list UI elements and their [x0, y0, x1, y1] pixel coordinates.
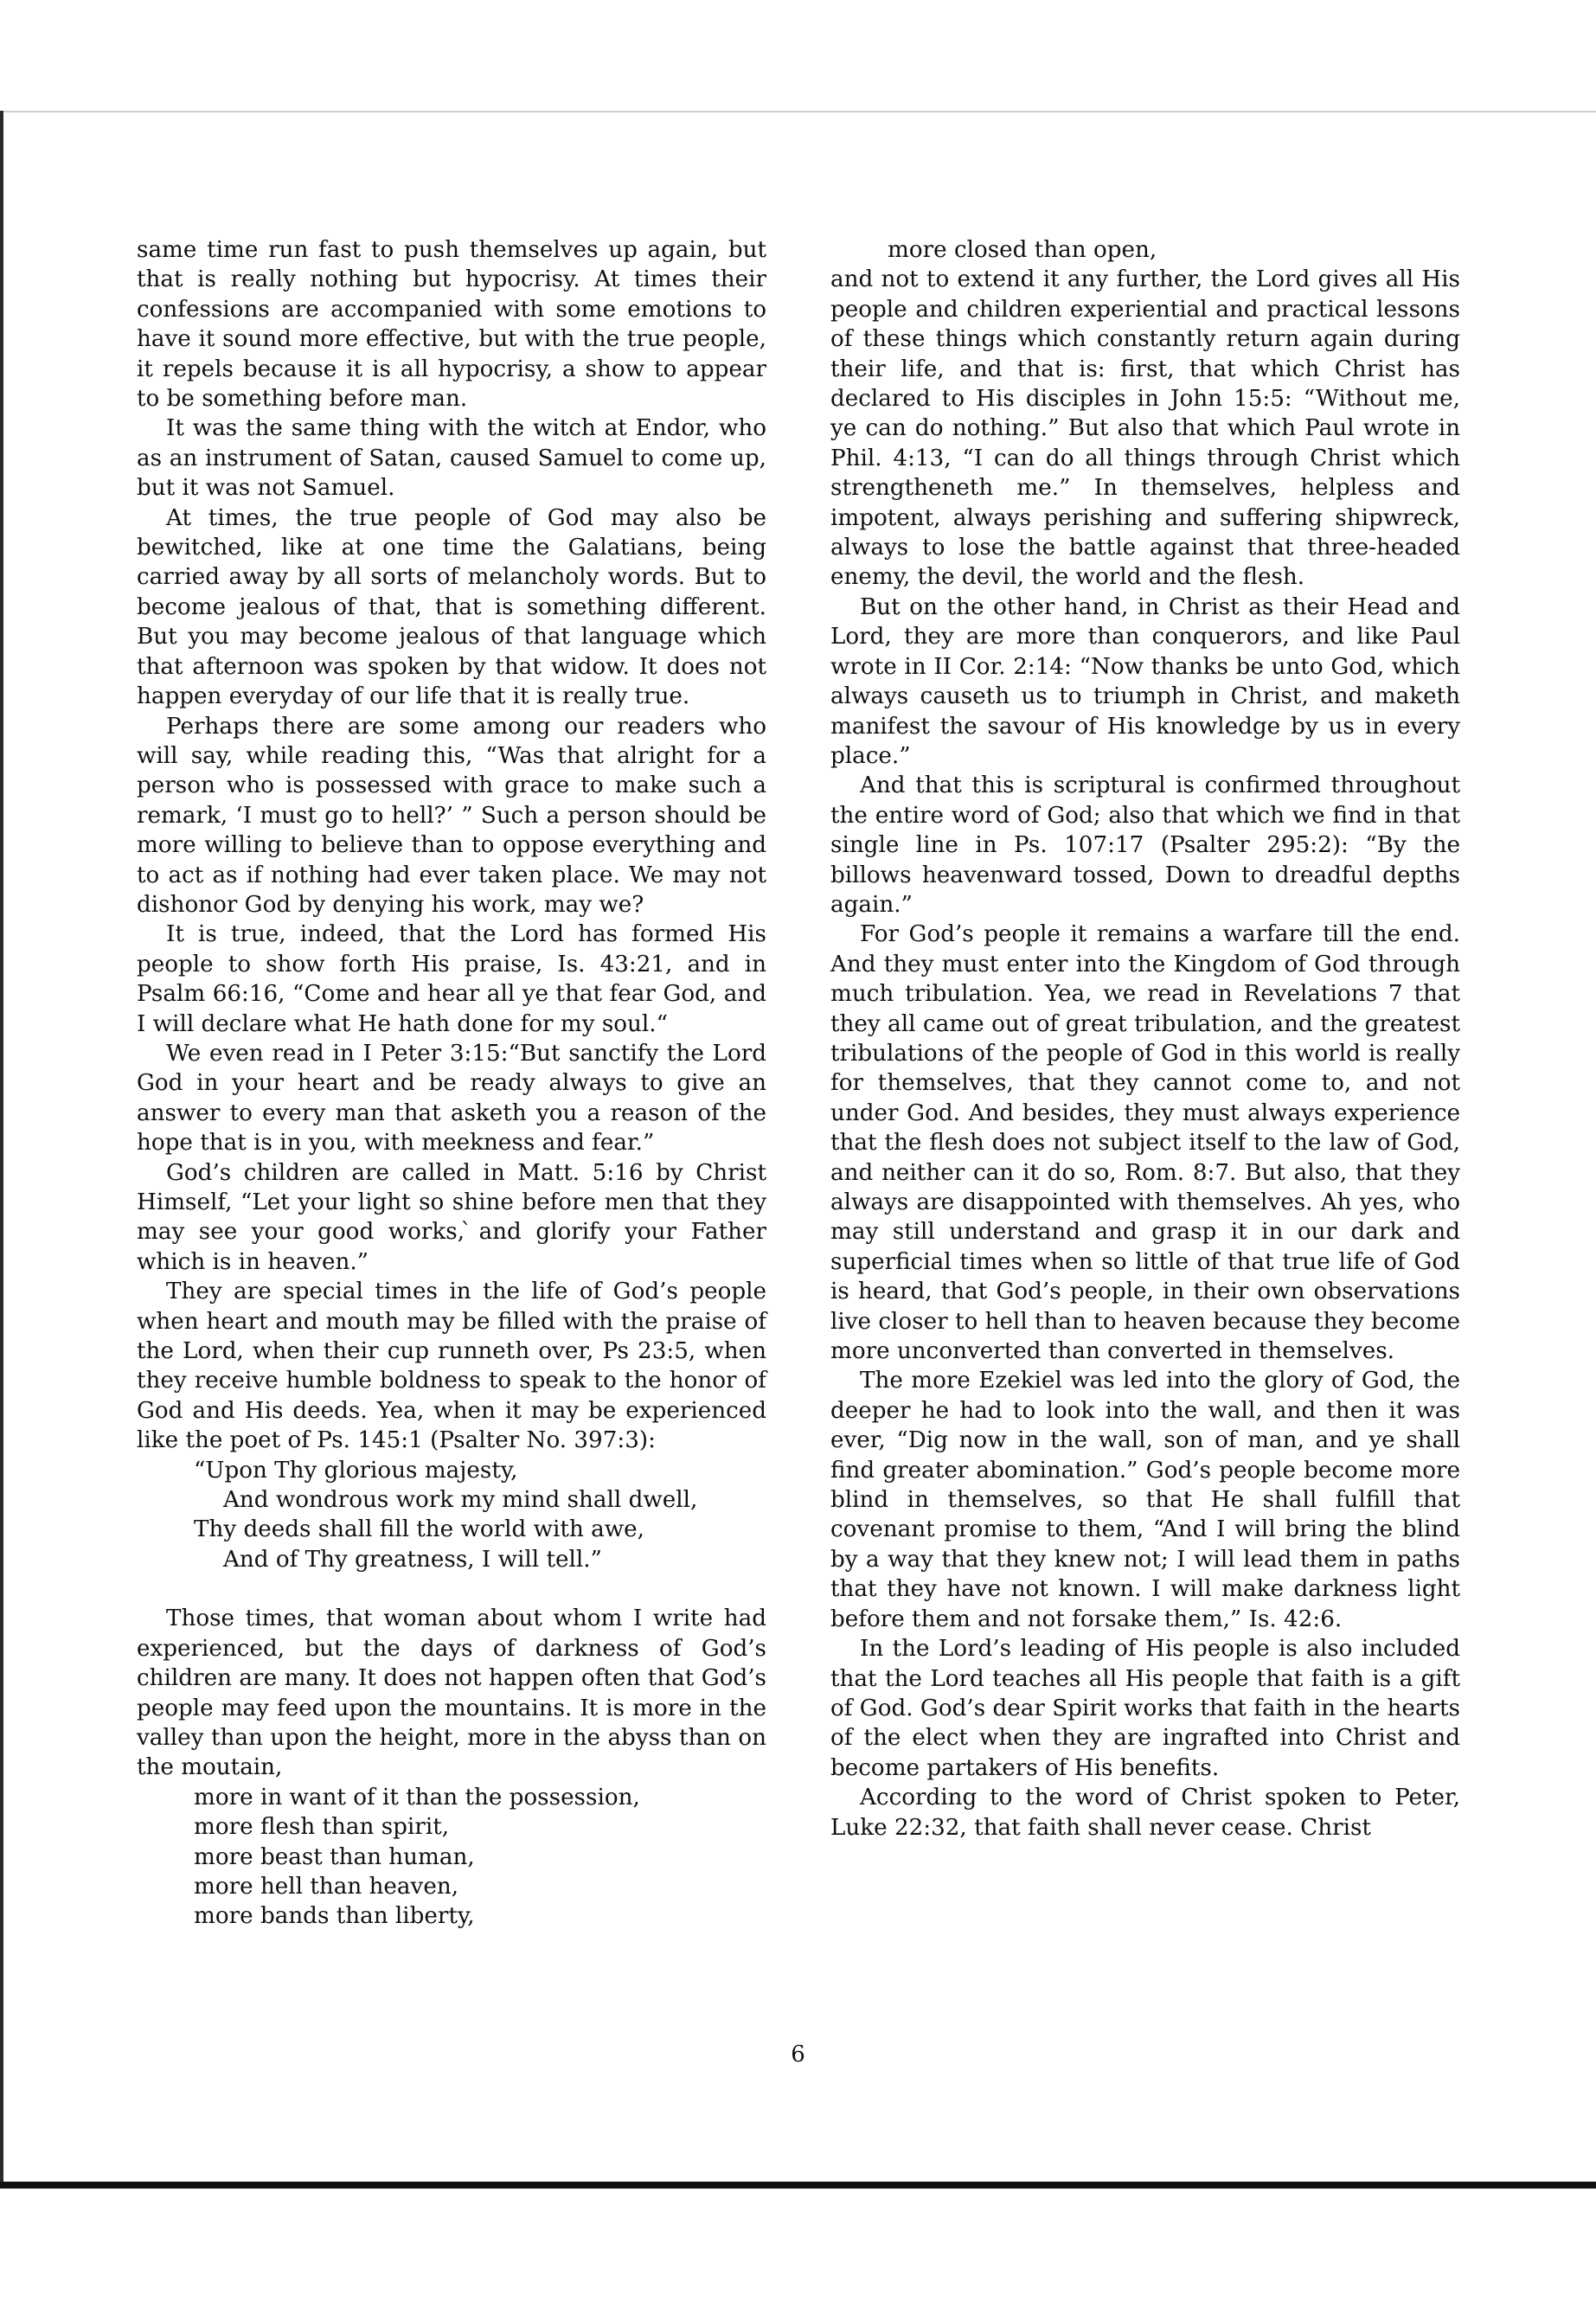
left-column — [137, 235, 766, 1932]
scan-bottom-edge — [0, 2182, 1596, 2189]
list-item: more closed than open, — [888, 237, 1157, 263]
right-paragraph-1: and not to extend it any further, the Lord gives all His people and children experiential and practical lessons of these things which constantly return again during their life, and that is: first, that which Christ has declared to His disciples in John 15:5: “Without me, ye can do nothing.” But also that which Paul wrote in Phil. 4:13, “I can do all things through Christ which strengtheneth me.” In themselves, helpless and impotent, always perishing and suffering shipwreck, always to lose the battle against that three-headed enemy, the devil, the world and the flesh. — [830, 266, 1460, 591]
left-paragraph-3: At times, the true people of God may also be bewitched, like at one time the Galatians, being carried away by all sorts of melancholy words. But to become jealous of that, that is something different. But you may become jealous of that language which that afternoon was spoken by that widow. It does not happen everyday of our life that it is really true. — [137, 504, 766, 710]
right-paragraph-4: For God’s people it remains a warfare till the end. And they must enter into the Kingdom of God through much tribulation. Yea, we read in Revelations 7 that they all came out of great tribulation, and the greatest tribulations of the people of God in this world is really for themselves, that they cannot come to, and not under God. And besides, they must always experience that the flesh does not subject itself to the law of God, and neither can it do so, Rom. 8:7. But also, that they always are disappointed with themselves. Ah yes, who may still understand and grasp it in our dark and superficial times when so little of that true life of God is heard, that God’s people, in their own observations live closer to hell than to heaven because they become more unconverted than converted in themselves. — [830, 921, 1460, 1365]
list-item: more bands than liberty, — [194, 1903, 475, 1930]
spacer — [137, 1574, 766, 1604]
poem-line: “Upon Thy glorious majesty, — [194, 1457, 518, 1484]
left-paragraph-7: God’s children are called in Matt. 5:16 by Christ Himself, “Let your light so shine before men that they may see your good works, ̀and glorify your Father which is in heaven.” — [137, 1159, 766, 1275]
scan-top-edge — [0, 111, 1596, 112]
left-paragraph-6: We even read in I Peter 3:15:“But sanctify the Lord God in your heart and be ready always to give an answer to every man that asketh you a reason of the hope that is in you, with meekness and fear.” — [137, 1040, 766, 1157]
right-paragraph-6: In the Lord’s leading of His people is also included that the Lord teaches all His people that faith is a gift of God. God’s dear Spirit works that faith in the hearts of the elect when they are ingrafted into Christ and become partakers of His benefits. — [830, 1636, 1460, 1781]
list-item: more beast than human, — [194, 1843, 475, 1870]
right-paragraph-7: According to the word of Christ spoken to Peter, Luke 22:32, that faith shall never cease. Christ — [830, 1785, 1460, 1841]
left-paragraph-9: Those times, that woman about whom I write had experienced, but the days of darkness of God’s children are many. It does not happen often that God’s people may feed upon the mountains. It is more in the valley than upon the height, more in the abyss than on the moutain, — [137, 1606, 766, 1781]
left-paragraph-5: It is true, indeed, that the Lord has formed His people to show forth His praise, Is. 43:21, and in Psalm 66:16, “Come and hear all ye that fear God, and I will declare what He hath done for my soul.“ — [137, 921, 766, 1037]
page-number: 6 — [791, 2041, 805, 2067]
left-paragraph-4: Perhaps there are some among our readers who will say, while reading this, “Was that alright for a person who is possessed with grace to make such a remark, ‘I must go to hell?’ ” Such a person should be more willing to believe than to oppose everything and to act as if nothing had ever taken place. We may not dishonor God by denying his work, may we? — [137, 713, 766, 918]
psalter-poem — [137, 1456, 766, 1575]
list-item: more in want of it than the possession, — [194, 1784, 640, 1811]
scan-left-edge — [0, 111, 3, 2187]
left-paragraph-8: They are special times in the life of God’s people when heart and mouth may be filled with the praise of the Lord, when their cup runneth over, Ps 23:5, when they receive humble boldness to speak to the honor of God and His deeds. Yea, when it may be experienced like the poet of Ps. 145:1 (Psalter No. 397:3): — [137, 1279, 766, 1454]
poem-line: And of Thy greatness, I will tell.” — [223, 1546, 602, 1573]
left-paragraph-1: same time run fast to push themselves up again, but that is really nothing but hypocrisy. At times their confessions are accompanied with some emotions to have it sound more effective, but with the true people, it repels because it is all hypocrisy, a show to appear to be something before man. — [137, 237, 766, 413]
left-paragraph-2: It was the same thing with the witch at Endor, who as an instrument of Satan, caused Samuel to come up, but it was not Samuel. — [137, 415, 766, 502]
poem-line: Thy deeds shall fill the world with awe, — [194, 1516, 645, 1543]
contrast-list-continued — [830, 235, 1460, 265]
contrast-list — [137, 1783, 766, 1932]
right-column — [830, 235, 1460, 1843]
right-paragraph-5: The more Ezekiel was led into the glory of God, the deeper he had to look into the wall, and then it was ever, “Dig now in the wall, son of man, and ye shall find greater abomination.” God’s people become more blind in themselves, so that He shall fulfill that covenant promise to them, “And I will bring the blind by a way that they knew not; I will lead them in paths that they have not known. I will make darkness light before them and not forsake them,” Is. 42:6. — [830, 1368, 1460, 1632]
right-paragraph-2: But on the other hand, in Christ as their Head and Lord, they are more than conquerors, and like Paul wrote in II Cor. 2:14: “Now thanks be unto God, which always causeth us to triumph in Christ, and maketh manifest the savour of His knowledge by us in every place.” — [830, 593, 1460, 769]
list-item: more hell than heaven, — [194, 1873, 459, 1900]
poem-line: And wondrous work my mind shall dwell, — [223, 1487, 698, 1514]
right-paragraph-3: And that this is scriptural is confirmed throughout the entire word of God; also that which we find in that single line in Ps. 107:17 (Psalter 295:2): “By the billows heavenward tossed, Down to dreadful depths again.” — [830, 772, 1460, 918]
list-item: more flesh than spirit, — [194, 1814, 450, 1841]
